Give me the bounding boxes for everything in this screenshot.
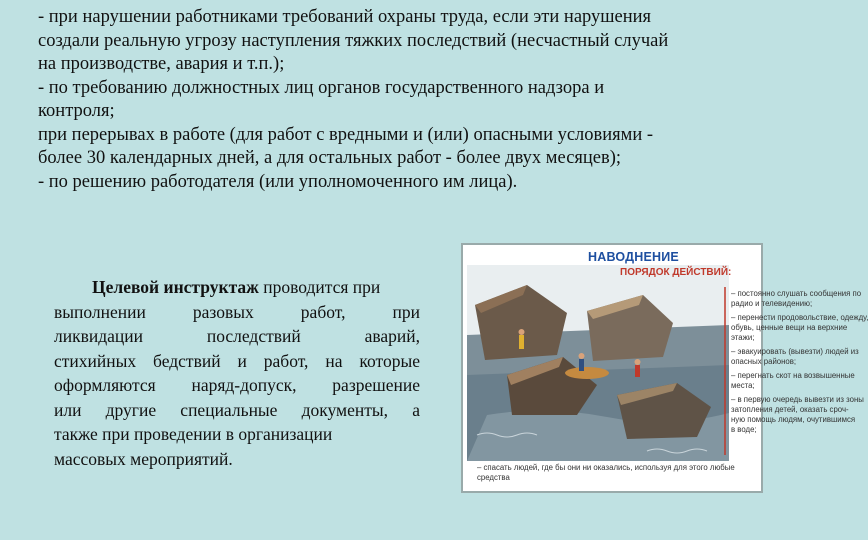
top-line-6: при перерывах в работе (для работ с вредными и (или) опасными условиями -	[38, 124, 654, 145]
top-line-4: - по требованию должностных лиц органов государственного надзора и	[38, 77, 605, 98]
word: работ,	[300, 301, 346, 322]
instruction-line-4: стихийных бедствий и работ, на которые	[54, 350, 420, 371]
instruction-line-1-rest: проводится при	[258, 277, 381, 297]
poster-item-4a: – перегнать скот на возвышенные	[731, 371, 855, 380]
instruction-line-6: или другие специальные документы, а	[54, 399, 420, 420]
word: выполнении	[54, 301, 146, 322]
flood-poster	[461, 243, 868, 493]
top-line-8: - по решению работодателя (или уполномоченного им лица).	[38, 171, 518, 192]
instruction-paragraph	[54, 275, 420, 471]
instruction-line-8: массовых мероприятий.	[54, 448, 233, 469]
poster-item-2a: – перенести продовольствие, одежду,	[731, 313, 868, 322]
flood-illustration	[467, 265, 732, 461]
poster-item-5a: – в первую очередь вывезти из зоны	[731, 395, 864, 404]
poster-footer-2: средства	[477, 473, 510, 482]
instruction-line-1	[54, 275, 420, 300]
top-line-5: контроля;	[38, 101, 115, 121]
poster-subtitle: ПОРЯДОК ДЕЙСТВИЙ:	[620, 267, 732, 278]
poster-item-1b: радио и телевидению;	[731, 299, 813, 308]
top-line-7: более 30 календарных дней, а для остальных работ - более двух месяцев);	[38, 148, 622, 168]
instruction-line-2	[54, 300, 420, 325]
word: ликвидации	[54, 326, 143, 346]
poster-item-5c: ную помощь людям, очутившимся	[731, 415, 856, 424]
word: последствий	[206, 326, 301, 346]
poster-item-4b: места;	[731, 381, 755, 390]
poster-item-2c: этажи;	[731, 333, 755, 342]
word: при	[392, 301, 420, 322]
top-paragraph	[38, 6, 758, 194]
instruction-line-3	[54, 324, 420, 349]
poster-item-5d: в воде;	[731, 425, 757, 434]
poster-item-3a: – эвакуировать (вывезти) людей из	[731, 347, 859, 356]
word: аварий,	[364, 326, 420, 346]
poster-item-2b: обувь, ценные вещи на верхние	[731, 323, 848, 332]
word: разовых	[192, 301, 254, 322]
poster-item-1a: – постоянно слушать сообщения по	[731, 289, 862, 298]
instruction-line-5: оформляются наряд-допуск, разрешение	[54, 375, 420, 395]
top-line-1: - при нарушении работниками требований охраны труда, если эти нарушения	[38, 7, 652, 27]
instruction-line-7: также при проведении в организации	[54, 424, 333, 444]
top-line-2: создали реальную угрозу наступления тяжких последствий (несчастный случай	[38, 30, 669, 51]
poster-item-3b: опасных районов;	[731, 357, 797, 366]
poster-footer-1: – спасать людей, где бы они ни оказались, используя для этого любые	[477, 463, 735, 472]
poster-title: НАВОДНЕНИЕ	[588, 250, 679, 264]
instruction-term: Целевой инструктаж	[92, 277, 259, 297]
top-line-3: на производстве, авария и т.п.);	[38, 54, 285, 74]
poster-item-5b: затопления детей, оказать сроч-	[731, 405, 849, 414]
